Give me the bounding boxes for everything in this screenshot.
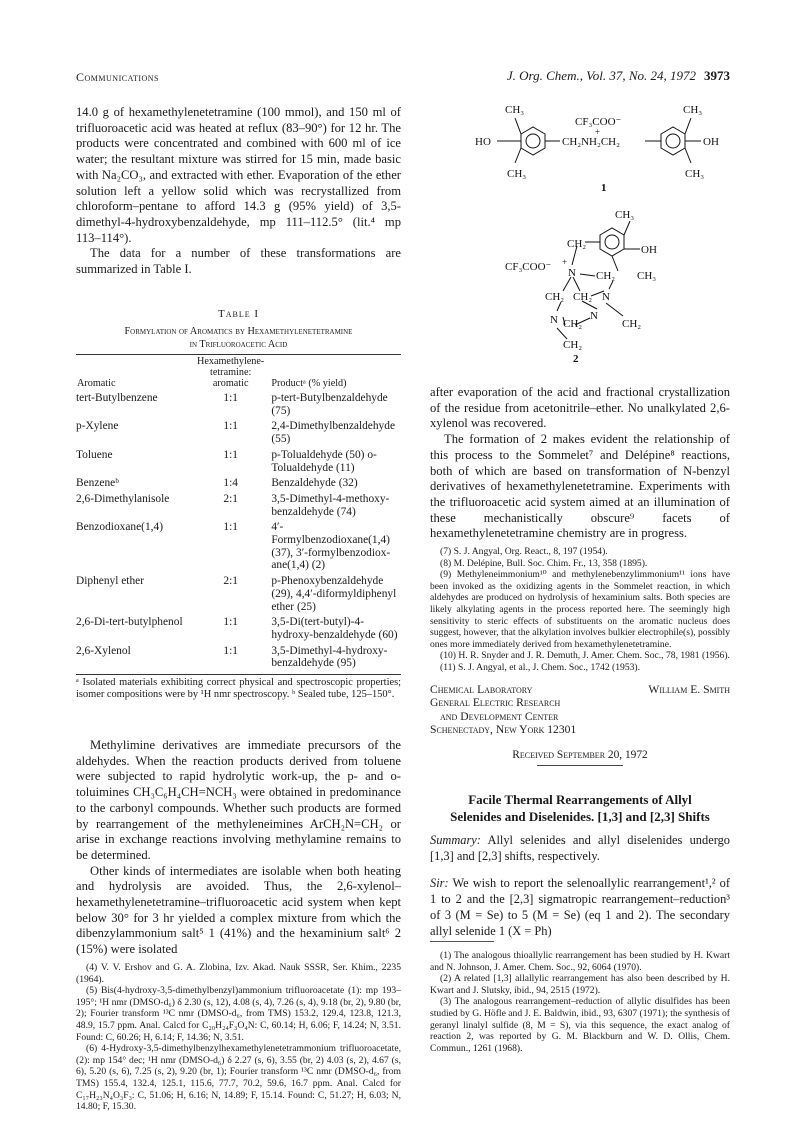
aromatic-cell: Benzodioxane(1,4) — [76, 521, 163, 534]
left-intro-text — [76, 105, 401, 278]
ch2-label: CH₂ — [563, 318, 583, 330]
structure-2 — [505, 205, 735, 365]
table-subtitle: Formylation of Aromatics by Hexamethylenetetramine — [124, 326, 353, 337]
hydroxyl-label: OH — [641, 244, 657, 256]
paragraph: after evaporation of the acid and fractional crystallization of the residue from acetonitrile–ether. No unalkylated 2,6-xylenol was recovered. — [430, 385, 730, 431]
footnote: (6) 4-Hydroxy-3,5-dimethylbenzylhexamethylenetetrammonium trifluoroacetate, (2): mp 154° dec; ¹H nmr (DMSO-d₆) δ 2.27 (s, 6), 3.55 (br, 2) 4.03 (s, 2), 4.67 (s, 6), 5.20 (s, 6), 7.25 (s, 2), 9.20 (br, 1); Fourier transform ¹³C nmr (DMSO-d₆, from TMS) 155.4, 132.4, 125.1, 115.6, 77.7, 70.2, 59.6, 16.7 ppm. Anal. Calcd for C₁₇H₂₃N₄O₃F₃: C, 51.06; H, 6.16; N, 14.89; F, 15.14. Found: C, 51.27; H, 6.03; N, 14.80; F, 15.30. — [76, 1043, 401, 1113]
nitrogen-label: N — [568, 267, 576, 279]
col-header: Hexamethylene-tetramine: aromatic — [197, 356, 265, 389]
charge-label: + — [595, 127, 601, 137]
aromatic-cell: p-Xylene — [76, 420, 119, 433]
table-row — [76, 391, 401, 419]
table-subtitle: in Trifluoroacetic Acid — [189, 339, 288, 350]
ch3-label: CH₃ — [505, 104, 525, 116]
table-footnote: ᵃ Isolated materials exhibiting correct physical and spectroscopic properties; isomer compositions were by ¹H nmr spectroscopy. ᵇ Sealed tube, 125–150°. — [76, 677, 401, 701]
summary — [430, 833, 730, 864]
affiliation-line: and Development Center — [440, 709, 559, 723]
left-body-text — [76, 738, 401, 958]
product-cell: 2,4-Dimethylbenzaldehyde (55) — [271, 420, 396, 446]
col-header: Aromatic — [77, 378, 116, 389]
ch2-label: CH₂ — [573, 291, 593, 303]
ch2-label: CH₂ — [567, 238, 587, 250]
ratio-cell: 1:1 — [223, 644, 238, 657]
paragraph: Methylimine derivatives are immediate precursors of the aldehydes. When the reaction products derived from toluene were subjected to rapid hydrolytic work-up, the p- and o-toluimines CH₃C₆H₄CH=NCH₃ were obtained in predominance to the carbonyl compounds. Whether such products are formed by rearrangement of the methyleneimines ArCH₂N=CH₂ or arise in exchange reactions involving methylamine remains to be determined. — [76, 738, 401, 862]
footnote: (2) A related [1,3] allallylic rearrangement has also been described by H. Kwart and J. Slutsky, ibid., 94, 2515 (1972). — [430, 973, 730, 996]
ch3-label: CH₃ — [507, 168, 527, 180]
ch2-label: CH₂ — [563, 339, 583, 351]
product-cell: 3,5-Dimethyl-4-hydroxy-benzaldehyde (95) — [271, 644, 388, 670]
article-title: Selenides and Diselenides. [1,3] and [2,3] Shifts — [450, 809, 710, 824]
footnote: (5) Bis(4-hydroxy-3,5-dimethylbenzyl)ammonium trifluoroacetate (1): mp 193–195°; ¹H nmr (DMSO-d₆) δ 2.30 (s, 12), 4.08 (s, 4), 7.26 (s, 4), 9.18 (br, 2), 9.80 (br, 2); Fourier transform ¹³C nmr (DMSO-d₆, from TMS) 153.2, 129.4, 123.8, 121.3, 48.9, 15.7 ppm. Anal. Calcd for C₂₀H₂₄F₃O₄N: C, 60.14; H, 6.06; F, 14.24; N, 3.51. Found: C, 60.26; H, 6.14; F, 14.36; N, 3.51. — [76, 985, 401, 1043]
ratio-cell: 1:4 — [223, 477, 238, 490]
structure-1 — [455, 100, 755, 195]
aromatic-cell: Toluene — [76, 448, 113, 461]
affiliation-line: General Electric Research — [430, 696, 561, 710]
article-footnotes — [430, 950, 730, 1054]
compound-number: 1 — [601, 182, 607, 194]
table-row — [76, 419, 401, 447]
journal-header — [507, 68, 730, 84]
affiliation-line: Chemical Laboratory — [430, 683, 533, 696]
aromatic-cell: Diphenyl ether — [76, 575, 145, 588]
product-cell: 3,5-Di(tert-butyl)-4-hydroxy-benzaldehyde (60) — [271, 616, 398, 641]
summary-text: Allyl selenides and allyl diselenides undergo [1,3] and [2,3] shifts, respectively. — [430, 833, 730, 863]
paragraph: 14.0 g of hexamethylenetetramine (100 mmol), and 150 ml of trifluoroacetic acid was heated at reflux (83–90°) for 12 hr. The products were concentrated and combined with 600 ml of ice water; the resultant mixture was stirred for 15 min, made basic with Na₂CO₃, and extracted with ether. Evaporation of the ether solution left a yellow solid which was recrystallized from chloroform–pentane to afford 14.3 g (95% yield) of 3,5-dimethyl-4-hydroxybenzaldehyde, mp 111–112.5° (lit.⁴ mp 113–114°). — [76, 105, 401, 245]
sir-text: We wish to report the selenoallylic rearrangement¹,² of 1 to 2 and the [2,3] sigmatropic rearrangement–reduction³ of 3 (M = Se) to 5 (M = Se) (eq 1 and 2). The secondary allyl selenide 1 (X = Ph) — [430, 876, 730, 938]
left-footnotes — [76, 962, 401, 1113]
product-cell: 3,5-Dimethyl-4-methoxy-benzaldehyde (74) — [271, 492, 390, 518]
anion-label: CF₃COO⁻ — [505, 261, 552, 273]
table-title: Table I — [217, 308, 260, 320]
author-name: William E. Smith — [648, 683, 730, 696]
ch3-label: CH₃ — [615, 209, 635, 221]
table-block — [76, 308, 401, 701]
footnote: (3) The analogous rearrangement–reduction of allylic disulfides has been studied by G. Höfle and J. E. Baldwin, ibid., 93, 6307 (1971); the synthesis of geranyl linalyl sulfide (8, M = S), via this sequence, the exact analog of reaction 2, was reported by G. M. Blackburn and W. D. Ollis, Chem. Commun., 1261 (1968). — [430, 996, 730, 1054]
product-cell: p-Tolualdehyde (50) o-Tolualdehyde (11) — [271, 448, 377, 474]
table-row — [76, 615, 401, 643]
table-row — [76, 476, 401, 492]
table-row — [76, 574, 401, 615]
aromatic-cell: Benzeneᵇ — [76, 477, 119, 490]
footnote-rule — [430, 941, 494, 942]
sir-label: Sir: — [430, 876, 449, 891]
article-body — [430, 876, 730, 939]
nitrogen-label: N — [590, 310, 598, 322]
affiliation-line: Schenectady, New York 12301 — [430, 723, 577, 737]
ratio-cell: 2:1 — [223, 575, 238, 588]
product-cell: Benzaldehyde (32) — [271, 477, 358, 490]
summary-label: Summary: — [430, 833, 481, 847]
linker-label: CH₂NH₂CH₂ — [562, 136, 620, 148]
section-label: Communications — [76, 70, 160, 84]
article-title: Facile Thermal Rearrangements of Allyl — [468, 792, 692, 807]
product-cell: p-Phenoxybenzaldehyde (29), 4,4′-diformyldiphenyl ether (25) — [271, 575, 397, 613]
product-cell: 4′-Formylbenzodioxane(1,4) (37), 3′-formylbenzodiox-ane(1,4) (2) — [271, 521, 391, 572]
table-row — [76, 448, 401, 476]
ratio-cell: 1:1 — [223, 392, 238, 404]
hydroxyl-label: HO — [475, 136, 491, 148]
col-header: Productᵃ (% yield) — [271, 378, 347, 389]
footnote: (8) M. Delépine, Bull. Soc. Chim. Fr., 13, 358 (1895). — [440, 557, 648, 569]
aromatic-cell: tert-Butylbenzene — [76, 392, 158, 404]
received-date: Received September 20, 1972 — [512, 748, 648, 761]
right-body-text — [430, 385, 730, 542]
ch3-label: CH₃ — [637, 270, 657, 282]
affiliation-block — [430, 683, 730, 762]
formylation-table — [76, 355, 401, 672]
footnote: (7) S. J. Angyal, Org. React., 8, 197 (1954). — [440, 546, 608, 557]
nitrogen-label: N — [602, 291, 610, 303]
ch2-label: CH₂ — [545, 291, 565, 303]
product-cell: p-tert-Butylbenzaldehyde (75) — [271, 392, 388, 417]
paragraph: The data for a number of these transformations are summarized in Table I. — [76, 246, 401, 277]
ratio-cell: 1:1 — [223, 521, 238, 534]
footnote: (1) The analogous thioallylic rearrangement has been studied by H. Kwart and N. Johnson, J. Amer. Chem. Soc., 92, 6064 (1970). — [430, 950, 730, 973]
footnote: (4) V. V. Ershov and G. A. Zlobina, Izv. Akad. Nauk SSSR, Ser. Khim., 2235 (1964). — [76, 962, 401, 985]
ch2-label: CH₂ — [596, 270, 616, 282]
ch2-label: CH₂ — [622, 318, 642, 330]
journal-citation: J. Org. Chem., Vol. 37, No. 24, 1972 — [506, 68, 696, 83]
table-rule — [76, 674, 401, 675]
anion-label: CF₃COO⁻ — [575, 116, 622, 128]
new-article — [430, 791, 730, 939]
section-separator — [537, 765, 623, 766]
right-footnotes — [430, 546, 730, 674]
table-row — [76, 492, 401, 520]
charge-label: + — [562, 257, 568, 267]
aromatic-cell: 2,6-Di-tert-butylphenol — [76, 616, 183, 629]
ch3-label: CH₃ — [683, 104, 703, 116]
ch3-label: CH₃ — [685, 168, 705, 180]
paragraph: The formation of 2 makes evident the relationship of this process to the Sommelet⁷ and Delépine⁸ reactions, both of which are based on transformation of N-benzyl derivatives of hexamethylenetetramine. Experiments with the trifluoroacetic acid system aimed at an illumination of these mechanistically obscure⁹ facets of hexamethylenetetramine chemistry are in progress. — [430, 432, 730, 541]
ratio-cell: 1:1 — [223, 616, 238, 629]
aromatic-cell: 2,6-Dimethylanisole — [76, 492, 170, 505]
table-row — [76, 520, 401, 574]
hydroxyl-label: OH — [703, 136, 719, 148]
footnote: (9) Methyleneimmonium¹⁰ and methylenebenzylimmonium¹¹ ions have been invoked as the oxidizing agents in the Sommelet reaction, in which aldehydes are produced on hydrolysis of hexaminium salts. Both species are likely alkylating agents in the process reported here. The seemingly high sensitivity to steric effects of substituents on the aromatic nucleus does suggest, however, that the alkylation involves bulkier electrophile(s), possibly ones more immediately derived from hexamethylenetetramine. — [430, 569, 730, 650]
compound-number: 2 — [573, 353, 579, 365]
ratio-cell: 1:1 — [223, 448, 238, 461]
paragraph: Other kinds of intermediates are isolable when both heating and hydrolysis are avoided. Thus, the 2,6-xylenol–hexamethylenetetramine–trifluoroacetic acid system when kept below 30° for 3 hr yielded a complex mixture from which the dibenzylammonium salt⁵ 1 (41%) and the hexaminium salt⁶ 2 (15%) were isolated — [76, 863, 401, 957]
table-row — [76, 644, 401, 672]
nitrogen-label: N — [550, 314, 558, 326]
footnote: (11) S. J. Angyal, et al., J. Chem. Soc., 1742 (1953). — [440, 661, 641, 673]
ratio-cell: 2:1 — [223, 492, 238, 505]
aromatic-cell: 2,6-Xylenol — [76, 644, 131, 657]
footnote: (10) H. R. Snyder and J. R. Demuth, J. Amer. Chem. Soc., 78, 1981 (1956). — [440, 650, 730, 662]
page-number: 3973 — [704, 68, 730, 83]
ratio-cell: 1:1 — [223, 420, 238, 433]
